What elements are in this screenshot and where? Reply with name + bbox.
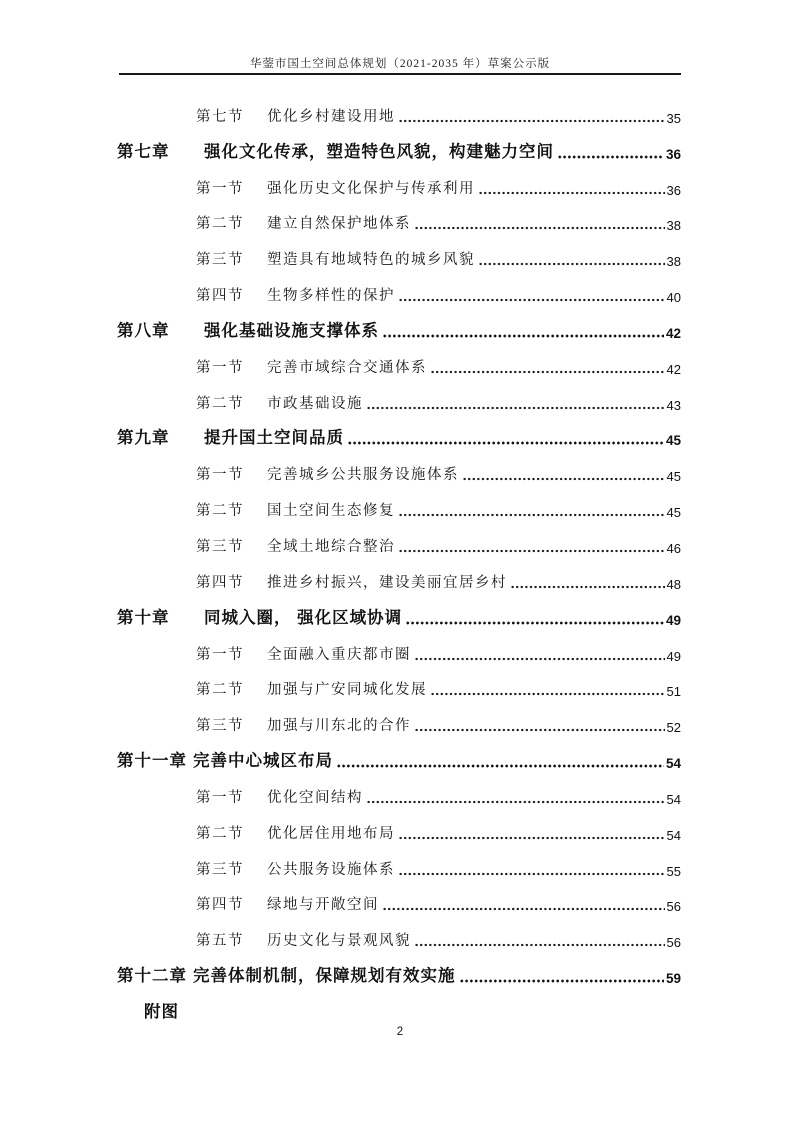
- toc-entry-number: 第一节: [196, 467, 244, 484]
- toc-dot-leader: [511, 585, 665, 589]
- toc-dot-leader: [399, 513, 665, 517]
- toc-entry-page: 40: [666, 290, 681, 306]
- toc-entry: [117, 240, 681, 276]
- toc-entry-title: 强化历史文化保护与传承利用: [267, 180, 475, 197]
- toc-entry-title: 历史文化与景观风貌: [267, 933, 411, 950]
- toc-entry: [117, 276, 681, 312]
- toc-entry-page: 45: [666, 505, 681, 521]
- toc-entry-number: 第十章: [117, 608, 170, 627]
- toc-entry-page: 36: [666, 182, 681, 198]
- toc-entry-title: 优化居住用地布局: [267, 825, 395, 842]
- toc-entry-number: 第三节: [196, 252, 244, 269]
- toc-entry-title: 加强与川东北的合作: [267, 718, 411, 735]
- toc-entry-page: 51: [666, 684, 681, 700]
- toc-entry: [117, 455, 681, 491]
- toc-entry-page: 59: [665, 971, 681, 987]
- toc-dot-leader: [367, 800, 665, 804]
- toc-entry: [117, 599, 681, 635]
- toc-dot-leader: [406, 621, 664, 625]
- toc-entry-page: 49: [665, 612, 681, 628]
- toc-entry: [117, 993, 681, 1029]
- toc-entry-title: 优化空间结构: [267, 789, 363, 806]
- toc-dot-leader: [463, 477, 665, 481]
- header-rule: [119, 73, 681, 75]
- toc-entry-number: 第一节: [196, 180, 244, 197]
- toc-entry-title: 全域土地综合整治: [267, 538, 395, 555]
- toc-entry: [117, 420, 681, 456]
- toc-entry-title: 完善体制机制，保障规划有效实施: [193, 967, 456, 986]
- toc-entry-number: 第二节: [196, 503, 244, 520]
- toc-entry: [117, 205, 681, 241]
- toc-entry-number: 第五节: [196, 933, 244, 950]
- toc-entry-number: 第四节: [196, 288, 244, 305]
- toc-entry-title: 强化基础设施支撑体系: [204, 321, 379, 340]
- toc-entry-number: 第八章: [117, 321, 170, 340]
- toc-dot-leader: [399, 872, 665, 876]
- toc-entry-number: 第二节: [196, 825, 244, 842]
- toc-dot-leader: [415, 226, 665, 230]
- toc-dot-leader: [460, 979, 664, 983]
- toc-entry-title: 完善中心城区布局: [193, 752, 333, 771]
- toc-dot-leader: [399, 836, 665, 840]
- toc-entry-number: 第三节: [196, 861, 244, 878]
- toc-entry: [117, 957, 681, 993]
- toc-entry-page: 35: [666, 110, 681, 126]
- toc-entry: [117, 97, 681, 133]
- toc-entry-page: 56: [666, 935, 681, 951]
- toc-dot-leader: [383, 334, 664, 338]
- toc-entry: [117, 850, 681, 886]
- toc-entry: [117, 706, 681, 742]
- toc-entry-title: 同城入圈， 强化区域协调: [204, 608, 403, 627]
- toc-entry-page: 48: [666, 576, 681, 592]
- toc-entry-page: 54: [666, 827, 681, 843]
- toc-entry-number: 第三节: [196, 718, 244, 735]
- footer-page-number: 2: [396, 1026, 404, 1038]
- toc-entry-title: 全面融入重庆都市圈: [267, 646, 411, 663]
- toc-dot-leader: [415, 657, 665, 661]
- toc-entry-page: 52: [666, 720, 681, 736]
- toc-dot-leader: [431, 370, 665, 374]
- toc-dot-leader: [399, 119, 665, 123]
- toc-entry: [117, 886, 681, 922]
- toc-entry-number: 第四节: [196, 897, 244, 914]
- toc-entry-number: 第一节: [196, 359, 244, 376]
- toc-entry: [117, 563, 681, 599]
- toc-entry-page: 49: [666, 648, 681, 664]
- toc-entry: [117, 133, 681, 169]
- toc-dot-leader: [415, 728, 665, 732]
- toc-entry-title: 加强与广安同城化发展: [267, 682, 427, 699]
- toc-dot-leader: [383, 907, 665, 911]
- toc-entry-number: 第七章: [117, 142, 170, 161]
- toc-entry-title: 完善城乡公共服务设施体系: [267, 467, 459, 484]
- toc-dot-leader: [348, 441, 664, 445]
- toc-entry-number: 第四节: [196, 574, 244, 591]
- toc-entry: [117, 814, 681, 850]
- toc-entry-number: 第十二章: [117, 967, 187, 986]
- toc-dot-leader: [479, 262, 665, 266]
- toc-dot-leader: [431, 692, 665, 696]
- toc-entry-page: 46: [666, 540, 681, 556]
- toc-entry-page: 54: [665, 756, 681, 772]
- toc-entry-number: 第二节: [196, 395, 244, 412]
- toc-entry: [117, 312, 681, 348]
- toc-entry-title: 塑造具有地域特色的城乡风貌: [267, 252, 475, 269]
- toc-entry-number: 第九章: [117, 429, 170, 448]
- toc-entry-title: 附图: [144, 1002, 179, 1021]
- toc-entry-page: 38: [666, 218, 681, 234]
- toc-entry-number: 第二节: [196, 682, 244, 699]
- toc-dot-leader: [415, 943, 665, 947]
- toc-entry-title: 生物多样性的保护: [267, 288, 395, 305]
- toc-entry-number: 第十一章: [117, 752, 187, 771]
- toc-entry: [117, 778, 681, 814]
- toc-entry-number: 第一节: [196, 646, 244, 663]
- toc-dot-leader: [558, 155, 664, 159]
- toc-entry-title: 推进乡村振兴，建设美丽宜居乡村: [267, 574, 507, 591]
- toc-entry: [117, 671, 681, 707]
- toc-entry-page: 56: [666, 899, 681, 915]
- document-header-title: 华蓥市国土空间总体规划（2021-2035 年）草案公示版: [249, 58, 551, 70]
- toc-entry: [117, 742, 681, 778]
- toc-dot-leader: [479, 191, 665, 195]
- toc-entry-number: 第七节: [196, 108, 244, 125]
- toc-entry-page: 42: [665, 325, 681, 341]
- toc-entry-title: 强化文化传承，塑造特色风貌，构建魅力空间: [204, 142, 554, 161]
- toc-dot-leader: [367, 406, 665, 410]
- toc-entry-title: 完善市域综合交通体系: [267, 359, 427, 376]
- toc-entry-title: 市政基础设施: [267, 395, 363, 412]
- toc-entry-number: 第二节: [196, 216, 244, 233]
- toc-entry-page: 45: [666, 469, 681, 485]
- toc-entry-page: 38: [666, 254, 681, 270]
- toc-entry: [117, 491, 681, 527]
- toc-entry-title: 提升国土空间品质: [204, 429, 344, 448]
- toc-entry-number: 第一节: [196, 789, 244, 806]
- toc-entry: [117, 635, 681, 671]
- toc-entry-title: 绿地与开敞空间: [267, 897, 379, 914]
- toc-entry-title: 优化乡村建设用地: [267, 108, 395, 125]
- toc-entry-title: 建立自然保护地体系: [267, 216, 411, 233]
- toc: [117, 97, 681, 1029]
- toc-dot-leader: [399, 298, 665, 302]
- toc-dot-leader: [399, 549, 665, 553]
- toc-entry-page: 43: [666, 397, 681, 413]
- toc-entry-page: 54: [666, 791, 681, 807]
- toc-entry: [117, 348, 681, 384]
- toc-entry-number: 第三节: [196, 538, 244, 555]
- toc-entry-page: 55: [666, 863, 681, 879]
- toc-entry: [117, 169, 681, 205]
- toc-entry-page: 45: [665, 433, 681, 449]
- toc-entry: [117, 921, 681, 957]
- toc-dot-leader: [337, 764, 664, 768]
- toc-entry-title: 国土空间生态修复: [267, 503, 395, 520]
- toc-entry: [117, 527, 681, 563]
- toc-entry-page: 36: [665, 146, 681, 162]
- toc-entry-title: 公共服务设施体系: [267, 861, 395, 878]
- toc-entry-page: 42: [666, 361, 681, 377]
- toc-entry: [117, 384, 681, 420]
